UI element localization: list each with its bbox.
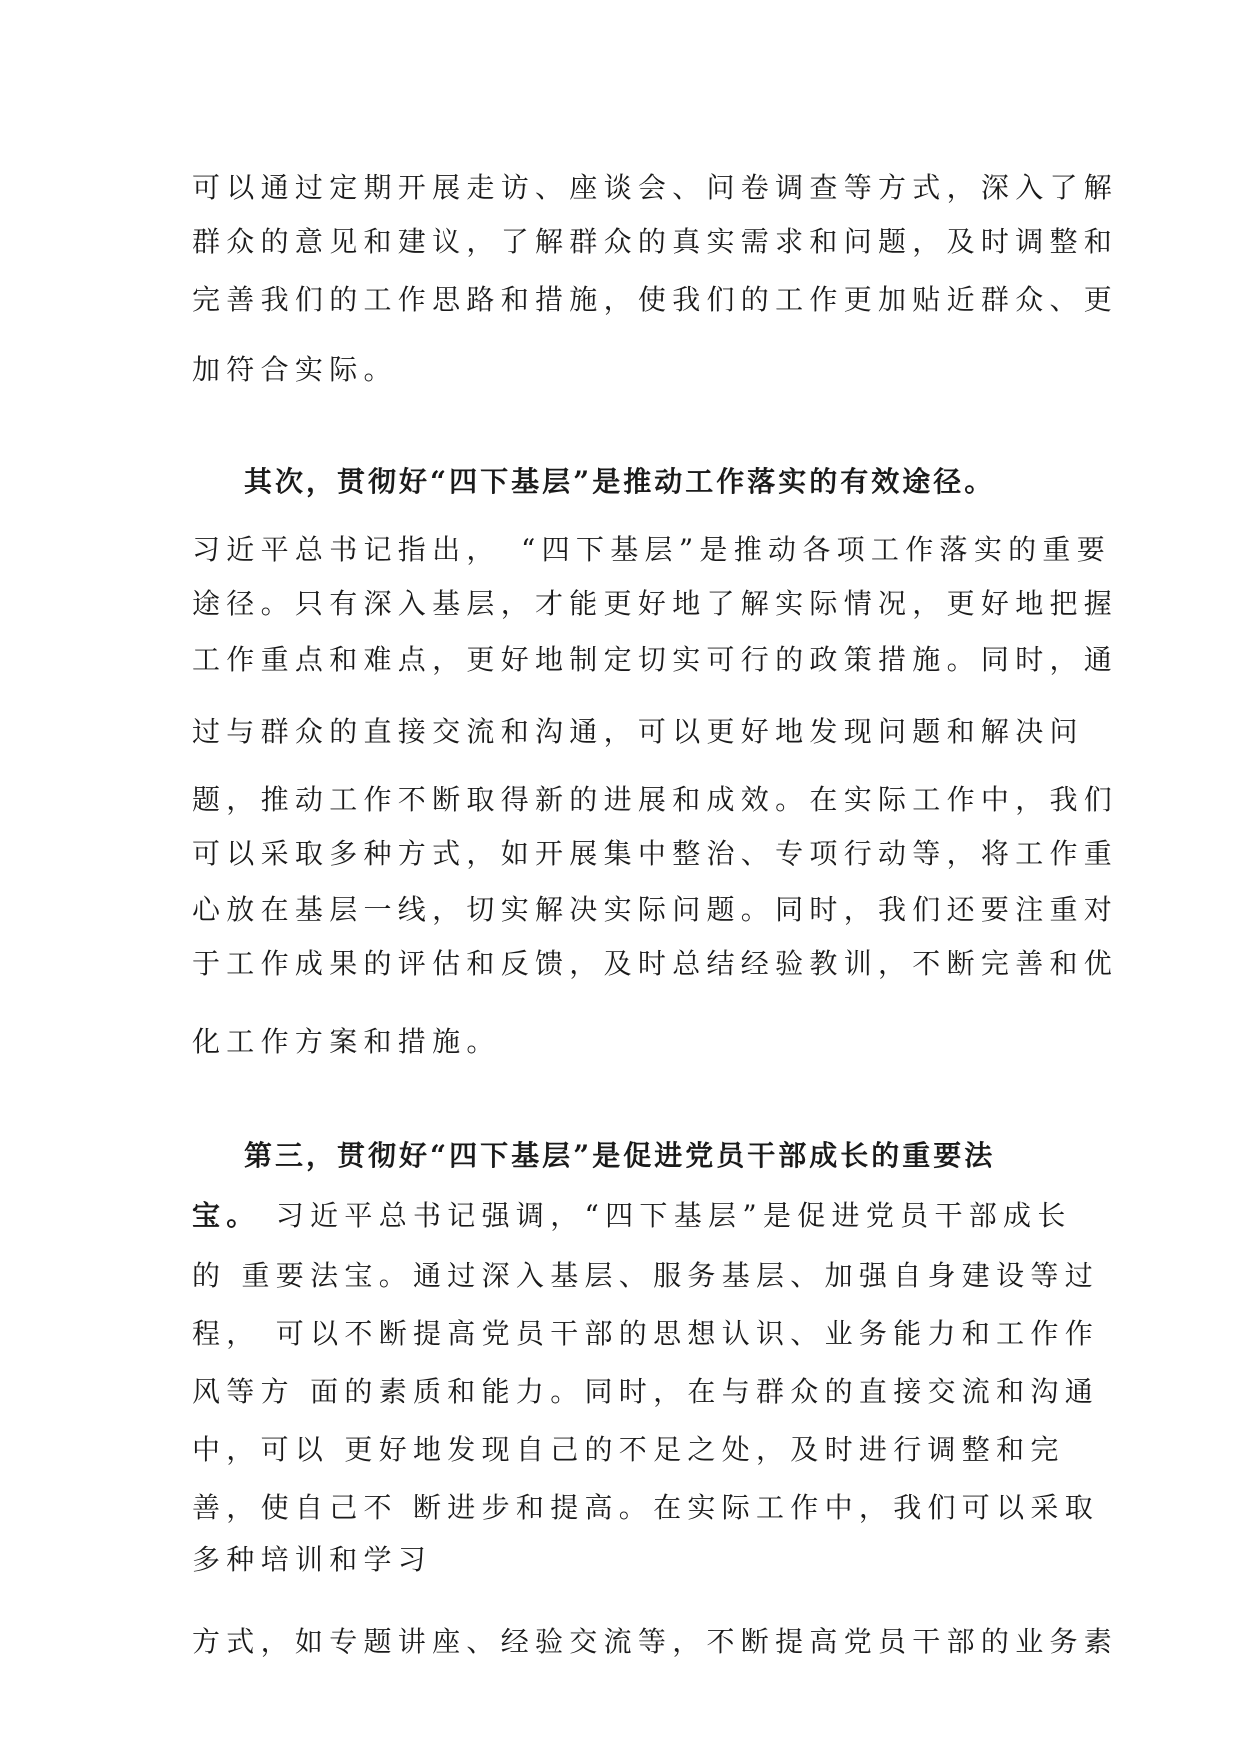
section-heading: 其次，贯彻好“四下基层”是推动工作落实的有效途径。 xyxy=(244,465,996,498)
text-line: 化工作方案和措施。 xyxy=(192,1025,501,1058)
text-line xyxy=(192,1196,1072,1236)
text-line: 习近平总书记指出， “四下基层”是推动各项工作落实的重要 xyxy=(192,533,1112,566)
text-line: 善，使自己不 断进步和提高。在实际工作中，我们可以采取 xyxy=(192,1491,1100,1524)
text-line: 途径。只有深入基层，才能更好地了解实际情况，更好地把握 xyxy=(192,587,1119,620)
heading-continuation: 宝。 xyxy=(192,1199,261,1232)
text-line: 方式，如专题讲座、经验交流等，不断提高党员干部的业务素 xyxy=(192,1625,1119,1658)
text-line: 工作重点和难点，更好地制定切实可行的政策措施。同时，通 xyxy=(192,643,1119,676)
section-heading: 第三，贯彻好“四下基层”是促进党员干部成长的重要法 xyxy=(244,1139,996,1172)
text-line: 群众的意见和建议，了解群众的真实需求和问题，及时调整和 xyxy=(192,225,1119,258)
text-line: 可以采取多种方式，如开展集中整治、专项行动等，将工作重 xyxy=(192,837,1119,870)
text-line: 心放在基层一线，切实解决实际问题。同时，我们还要注重对 xyxy=(192,893,1119,926)
text-line: 风等方 面的素质和能力。同时，在与群众的直接交流和沟通 xyxy=(192,1375,1100,1408)
text-line: 中，可以 更好地发现自己的不足之处，及时进行调整和完 xyxy=(192,1433,1065,1466)
text-line: 多种培训和学习 xyxy=(192,1543,433,1576)
text-line: 程， 可以不断提高党员干部的思想认识、业务能力和工作作 xyxy=(192,1317,1100,1350)
text-line: 的 重要法宝。通过深入基层、服务基层、加强自身建设等过 xyxy=(192,1259,1100,1292)
text-line: 题，推动工作不断取得新的进展和成效。在实际工作中，我们 xyxy=(192,783,1119,816)
text-line: 加符合实际。 xyxy=(192,353,398,386)
text-span: 习近平总书记强调，“四下基层”是促进党员干部成长 xyxy=(260,1199,1072,1232)
text-line: 可以通过定期开展走访、座谈会、问卷调查等方式，深入了解 xyxy=(192,171,1119,204)
text-line: 过与群众的直接交流和沟通，可以更好地发现问题和解决问 xyxy=(192,715,1084,748)
text-line: 完善我们的工作思路和措施，使我们的工作更加贴近群众、更 xyxy=(192,283,1119,316)
text-line: 于工作成果的评估和反馈，及时总结经验教训，不断完善和优 xyxy=(192,947,1119,980)
